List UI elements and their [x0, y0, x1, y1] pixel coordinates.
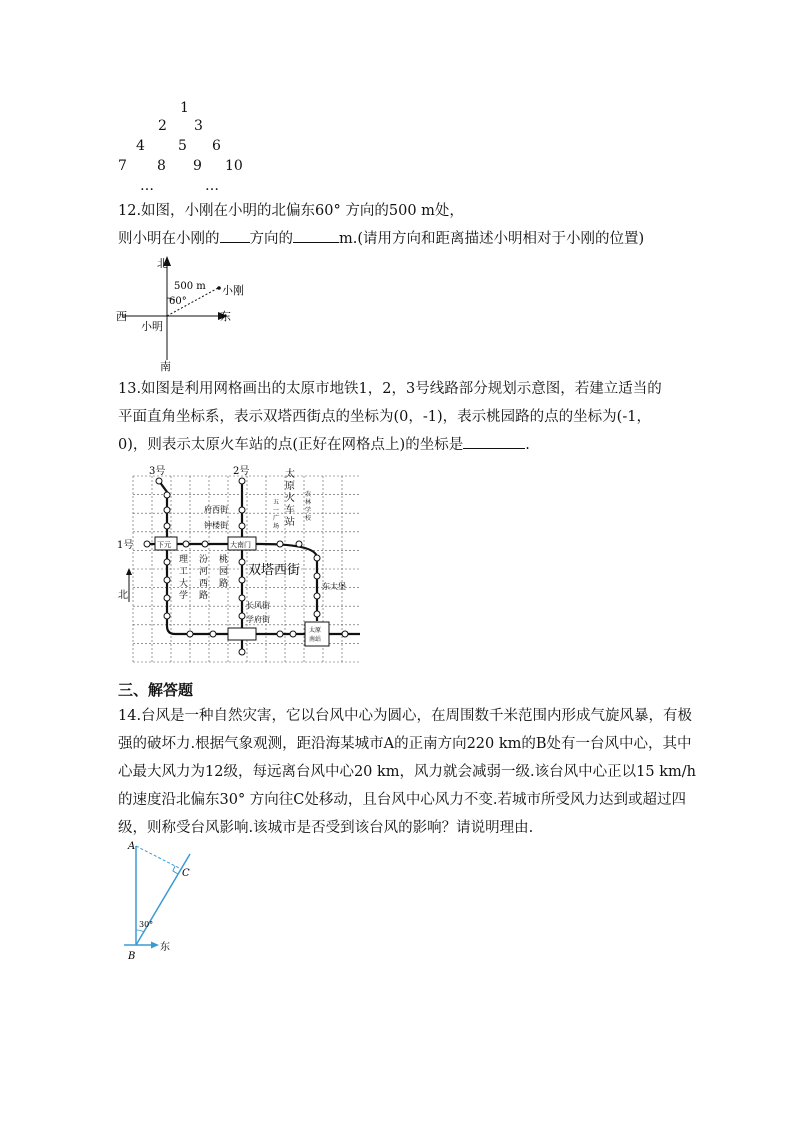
angle-label: 30° [139, 920, 154, 929]
label-fenhe: 汾 河 西 路 [199, 555, 209, 601]
map-station-dot [277, 541, 283, 547]
q13-line3 [118, 432, 530, 458]
map-station-dot [239, 577, 245, 583]
map-station-dot [164, 577, 170, 583]
map-station-dot [314, 593, 320, 599]
map-station-dot [314, 573, 320, 579]
compass-xiaoming-label: 小明 [141, 320, 163, 333]
map-station-dot [239, 595, 245, 601]
compass-xiaogang-label: 小刚 [222, 284, 244, 297]
map-station-dot [314, 611, 320, 617]
q12-line1: 12.如图，小刚在小明的北偏东60° 方向的500 m处， [118, 203, 464, 219]
label-xuefu: 学府街 [246, 615, 270, 624]
q13-line1: 13.如图是利用网格画出的太原市地铁1，2，3号线路部分规划示意图，若建立适当的 [118, 381, 662, 397]
triangle-number: 4 [136, 138, 145, 154]
q14-line: 强的破坏力.根据气象观测，距沿海某城市A的正南方向220 km的B处有一台风中心，其中 [118, 736, 692, 752]
triangle-ellipsis: … [205, 178, 219, 194]
triangle-number: 10 [225, 158, 243, 174]
map-station-dot [239, 507, 245, 513]
triangle-ellipsis: … [140, 178, 154, 194]
label-nonglinxiao: 农 林 学 校 [305, 491, 312, 522]
q14-geometry-figure [118, 838, 198, 963]
triangle-number: 3 [194, 118, 203, 134]
q12-blank-distance[interactable] [293, 226, 339, 243]
label-taoyuan: 桃 园 路 [219, 555, 229, 589]
triangle-number: 6 [212, 138, 221, 154]
map-station-dot [202, 541, 208, 547]
label-fuxi: 府西街 [204, 505, 228, 514]
map-station-dot [239, 559, 245, 565]
triangle-number: 8 [157, 158, 166, 174]
map-station-dot [277, 631, 283, 637]
map-station-dot [342, 631, 348, 637]
q14-line: 级，则称受台风影响.该城市是否受到该台风的影响？请说明理由. [118, 820, 534, 836]
label-changfeng: 长风街 [246, 601, 270, 610]
label-ligong: 理 工 大 学 [179, 555, 189, 601]
map-station-dot [183, 541, 189, 547]
label-xiayuan: 下元 [157, 541, 171, 549]
label-shuangta: 双塔西街 [248, 563, 301, 578]
map-north-label: 北 [118, 590, 128, 601]
q12-text: 方向的 [249, 231, 293, 247]
compass-east-label: 东 [220, 310, 231, 323]
compass-west-label: 西 [116, 310, 127, 323]
q14-line: 心最大风力为12级，每远离台风中心20 km，风力就会减弱一级.该台风中心正以15 km/h [118, 764, 696, 780]
label-dongtaibao: 东太堡 [322, 582, 346, 591]
q13-blank-coordinate[interactable] [463, 432, 525, 449]
section-title: 三、解答题 [118, 681, 194, 699]
map-station-dot [164, 559, 170, 565]
q13-metro-map [115, 462, 365, 667]
q14-line: 14.台风是一种自然灾害，它以台风中心为圆心，在周围数千米范围内形成气旋风暴，有极 [118, 708, 693, 724]
label-wuyi-square: 五 一 广 场 [273, 499, 280, 530]
triangle-number: 5 [178, 138, 187, 154]
map-station-dot [239, 478, 245, 484]
compass-north-label: 北 [157, 257, 168, 270]
map-station-dot [239, 523, 245, 529]
map-line3-label: 3号 [149, 466, 166, 477]
q13-line2: 平面直角坐标系，表示双塔西街点的坐标为(0，-1)，表示桃园路的点的坐标为(-1， [118, 409, 651, 425]
label-taiyuan-station: 太 原 火 车 站 [285, 469, 295, 528]
compass-angle-label: 60° [169, 296, 187, 307]
map-station-dot [296, 541, 302, 547]
q14-line: 的速度沿北偏东30° 方向往C处移动，且台风中心风力不变.若城市所受风力达到或超过四 [118, 792, 687, 808]
map-station-dot [290, 631, 296, 637]
triangle-number: 9 [193, 158, 202, 174]
q13-text: 0)，则表示太原火车站的点(正好在网格点上)的坐标是 [118, 437, 464, 453]
map-line2-label: 2号 [233, 466, 250, 477]
label-dananmen: 大南门 [230, 541, 251, 549]
triangle-number: 1 [180, 100, 189, 116]
map-station-dot [210, 631, 216, 637]
q12-compass-figure [112, 252, 262, 374]
q12-blank-direction[interactable] [220, 226, 250, 243]
map-station-dot [239, 613, 245, 619]
map-station-dot [314, 555, 320, 561]
map-station-dot [164, 595, 170, 601]
station-box-unnamed [228, 628, 256, 640]
q12-line2 [118, 226, 644, 252]
label-taiyuan-south: 太原 南站 [309, 627, 322, 643]
compass-distance-label: 500 m [174, 281, 206, 292]
point-b-label: B [128, 951, 136, 962]
label-zhonglou: 钟楼街 [204, 521, 228, 530]
map-station-dot [164, 613, 170, 619]
q12-text: 则小明在小刚的 [118, 231, 220, 247]
map-station-dot [187, 631, 193, 637]
q12-text: m.(请用方向和距离描述小明相对于小刚的位置) [339, 231, 645, 247]
map-station-dot [164, 523, 170, 529]
map-station-dot [156, 478, 162, 484]
triangle-number: 7 [118, 158, 127, 174]
point-c-label: C [182, 868, 190, 879]
east-label: 东 [160, 942, 170, 953]
map-station-dot [164, 507, 170, 513]
compass-south-label: 南 [160, 360, 171, 373]
point-a-label: A [128, 841, 136, 852]
map-station-dot [239, 649, 245, 655]
map-station-dot [164, 492, 170, 498]
triangle-number: 2 [158, 118, 167, 134]
q13-text: . [525, 437, 530, 453]
map-station-dot [144, 541, 150, 547]
map-line1-label: 1号 [117, 540, 134, 551]
